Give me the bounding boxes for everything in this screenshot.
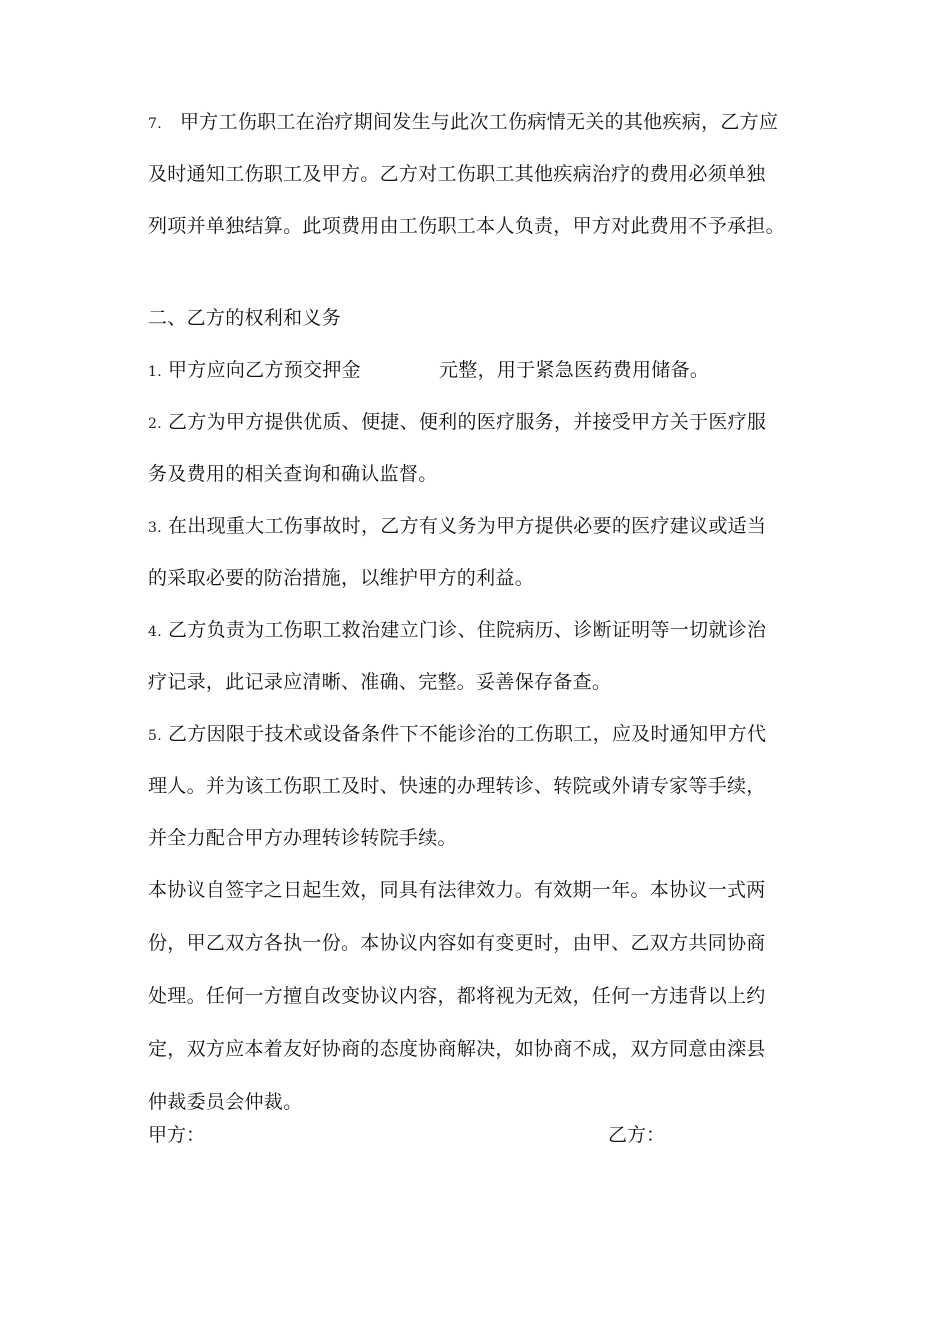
section2-item4-line1	[148, 616, 812, 646]
section2-item3-line1	[148, 512, 812, 542]
closing-line3: 处理。任何一方擅自改变协议内容，都将视为无效，任何一方违背以上约	[148, 985, 766, 1007]
item1-text-after: 元整，用于紧急医药费用储备。	[438, 359, 710, 381]
item2-number: 2.	[148, 416, 162, 432]
closing-line5: 仲裁委员会仲裁。	[148, 1091, 303, 1113]
item1-text-before: 甲方应向乙方预交押金	[167, 359, 361, 381]
section2-item1	[148, 356, 812, 386]
item3-text-1: 在出现重大工伤事故时，乙方有义务为甲方提供必要的医疗建议或适当	[167, 515, 767, 537]
section2-heading: 二、乙方的权利和义务	[148, 307, 342, 329]
item4-text-1: 乙方负责为工伤职工救治建立门诊、住院病历、诊断证明等一切就诊治	[167, 619, 767, 641]
item5-number: 5.	[148, 728, 162, 744]
item7-line2: 及时通知工伤职工及甲方。乙方对工伤职工其他疾病治疗的费用必须单独	[148, 163, 766, 185]
item1-number: 1.	[148, 364, 162, 380]
closing-line2: 份，甲乙双方各执一份。本协议内容如有变更时，由甲、乙双方共同协商	[148, 932, 766, 954]
item7-number: 7.	[148, 116, 162, 132]
item2-text-1: 乙方为甲方提供优质、便捷、便利的医疗服务，并接受甲方关于医疗服	[167, 411, 767, 433]
closing-line1: 本协议自签字之日起生效，同具有法律效力。有效期一年。本协议一式两	[148, 879, 766, 901]
party-a-signature-label: 甲方：	[148, 1124, 206, 1146]
section2-item5-line1	[148, 720, 812, 750]
section2-item4-line2: 疗记录，此记录应清晰、准确、完整。妥善保存备查。	[148, 671, 612, 693]
party-b-signature-label: 乙方：	[608, 1124, 666, 1146]
section2-item2-line1	[148, 408, 812, 438]
item7-line1	[148, 108, 812, 138]
item7-text-1: 甲方工伤职工在治疗期间发生与此次工伤病情无关的其他疾病，乙方应	[179, 111, 779, 133]
item3-number: 3.	[148, 520, 162, 536]
section2-item3-line2: 的采取必要的防治措施，以维护甲方的利益。	[148, 567, 535, 589]
section2-item5-line3: 并全力配合甲方办理转诊转院手续。	[148, 827, 457, 849]
section2-item5-line2: 理人。并为该工伤职工及时、快速的办理转诊、转院或外请专家等手续，	[148, 775, 766, 797]
item5-text-1: 乙方因限于技术或设备条件下不能诊治的工伤职工，应及时通知甲方代	[167, 723, 767, 745]
section2-item2-line2: 务及费用的相关查询和确认监督。	[148, 463, 438, 485]
item4-number: 4.	[148, 624, 162, 640]
closing-line4: 定，双方应本着友好协商的态度协商解决，如协商不成，双方同意由滦县	[148, 1038, 766, 1060]
item7-line3: 列项并单独结算。此项费用由工伤职工本人负责，甲方对此费用不予承担。	[148, 215, 785, 237]
